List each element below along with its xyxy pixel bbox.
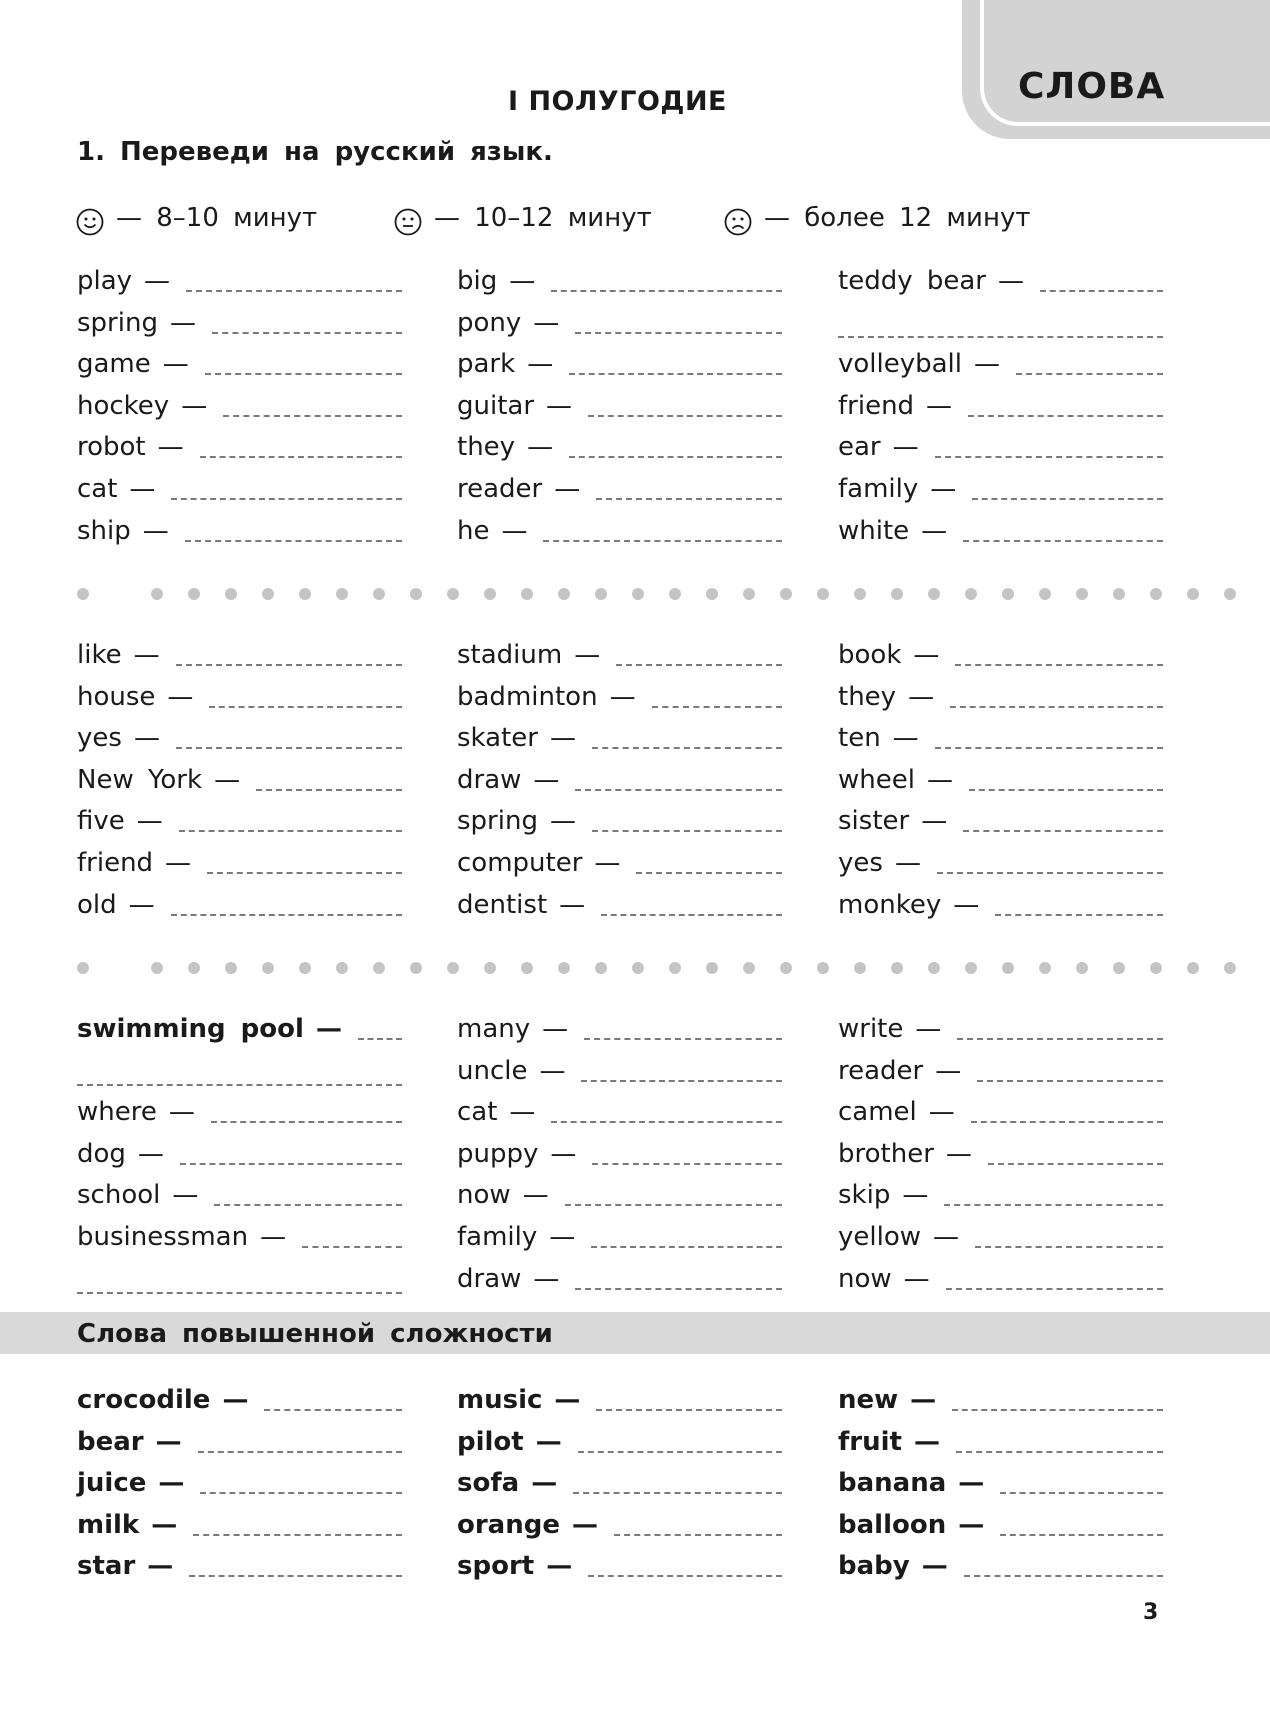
word-dash: — (509, 1097, 536, 1128)
word-term: dog (77, 1138, 126, 1169)
separator-dot (780, 962, 792, 974)
word-term: new (838, 1385, 899, 1415)
word-dash: — (158, 1468, 185, 1499)
word-term: friend (838, 390, 915, 421)
word-dash: — (921, 806, 948, 837)
word-term: star (77, 1551, 136, 1582)
separator-dot (1150, 962, 1162, 974)
word-term: businessman (77, 1222, 249, 1252)
word-term: house (77, 681, 156, 712)
separator-dot (928, 588, 940, 600)
word-dash: — (926, 390, 953, 421)
separator-dot (891, 588, 903, 600)
word-term: baby (838, 1551, 910, 1582)
word-dash: — (958, 1509, 985, 1540)
word-term: sister (838, 806, 910, 837)
word-dash: — (542, 1014, 569, 1044)
separator-dot (1113, 588, 1125, 600)
word-dash: — (549, 806, 576, 837)
separator-dot (595, 588, 607, 600)
word-dash: — (913, 1426, 940, 1457)
separator-dot (225, 962, 237, 974)
word-dash: — (533, 1263, 560, 1294)
word-term: game (77, 349, 151, 380)
word-dash: — (172, 1180, 199, 1211)
word-term: yes (838, 848, 883, 878)
word-dash: — (169, 307, 196, 338)
word-dash: — (928, 1097, 955, 1128)
word-term: cat (457, 1097, 498, 1128)
advanced-section-title: Слова повышенной сложности (77, 1319, 553, 1349)
timing-label-medium: — 10–12 минут (434, 203, 652, 233)
separator-dot (336, 588, 348, 600)
separator-dot (965, 588, 977, 600)
word-dash: — (549, 723, 576, 754)
word-term: volleyball (838, 349, 963, 380)
word-dash: — (260, 1222, 287, 1252)
word-term: music (457, 1385, 543, 1415)
separator-dot (336, 962, 348, 974)
word-dash: — (903, 1263, 930, 1294)
word-term: sport (457, 1551, 535, 1582)
word-term: skater (457, 723, 538, 754)
word-dash: — (151, 1509, 178, 1540)
separator-dot (669, 962, 681, 974)
word-term: banana (838, 1468, 947, 1499)
word-dash: — (133, 640, 160, 670)
word-dash: — (539, 1055, 566, 1086)
word-dash: — (892, 432, 919, 463)
separator-dot (1150, 588, 1162, 600)
word-dash: — (574, 640, 601, 670)
separator-dot (262, 588, 274, 600)
separator-dot (225, 588, 237, 600)
word-dash: — (157, 432, 184, 463)
word-term: badminton (457, 681, 598, 712)
word-dash: — (133, 723, 160, 754)
word-dash: — (915, 1014, 942, 1044)
separator-dot (1187, 588, 1199, 600)
word-term: milk (77, 1509, 140, 1540)
separator-dot (151, 588, 163, 600)
word-term: reader (838, 1055, 924, 1086)
word-term: bear (77, 1426, 144, 1457)
separator-dot (817, 962, 829, 974)
word-term: fruit (838, 1426, 902, 1457)
separator-dot (780, 588, 792, 600)
separator-dot (188, 962, 200, 974)
word-term: computer (457, 848, 583, 878)
word-term: they (838, 681, 897, 712)
word-dash: — (142, 515, 169, 546)
word-dash: — (181, 390, 208, 421)
word-term: white (838, 515, 910, 546)
word-dash: — (997, 266, 1024, 296)
word-term: hockey (77, 390, 170, 421)
separator-dot (262, 962, 274, 974)
word-term: puppy (457, 1138, 539, 1169)
word-dash: — (147, 1551, 174, 1582)
word-term: he (457, 515, 490, 546)
word-dash: — (522, 1180, 549, 1211)
word-term: where (77, 1097, 157, 1128)
timing-label-fast: — 8–10 минут (116, 203, 318, 233)
separator-dot (558, 588, 570, 600)
word-dash: — (128, 889, 155, 920)
word-dash: — (913, 640, 940, 670)
word-dash: — (894, 848, 921, 878)
word-dash: — (902, 1180, 929, 1211)
word-dash: — (168, 1097, 195, 1128)
word-dash: — (935, 1055, 962, 1086)
separator-dot (410, 962, 422, 974)
separator-dot (817, 588, 829, 600)
word-term: family (838, 474, 919, 504)
word-term: sofa (457, 1468, 520, 1499)
separator-dot (1039, 962, 1051, 974)
word-term: draw (457, 764, 522, 795)
word-term: yes (77, 723, 122, 754)
word-dash: — (501, 515, 528, 546)
word-term: stadium (457, 640, 563, 670)
word-term: big (457, 266, 498, 296)
word-term: balloon (838, 1509, 947, 1540)
word-dash: — (908, 681, 935, 712)
word-term: ear (838, 432, 881, 463)
separator-dot (521, 588, 533, 600)
separator-dot (77, 588, 89, 600)
word-dash: — (136, 806, 163, 837)
separator-dot (299, 962, 311, 974)
word-dash: — (533, 307, 560, 338)
word-term: now (838, 1263, 892, 1294)
word-dash: — (535, 1426, 562, 1457)
word-dash: — (550, 1138, 577, 1169)
word-dash: — (155, 1426, 182, 1457)
word-term: spring (77, 307, 158, 338)
word-dash: — (571, 1509, 598, 1540)
separator-dot (373, 962, 385, 974)
word-dash: — (549, 1222, 576, 1252)
separator-dot (1076, 962, 1088, 974)
word-term: skip (838, 1180, 891, 1211)
word-term: orange (457, 1509, 560, 1540)
separator-dot (669, 588, 681, 600)
separator-dot (447, 588, 459, 600)
word-term: dentist (457, 889, 548, 920)
separator-dot (1002, 588, 1014, 600)
word-dash: — (933, 1222, 960, 1252)
separator-dot (595, 962, 607, 974)
word-dash: — (930, 474, 957, 504)
separator-dot (1224, 962, 1236, 974)
word-term: uncle (457, 1055, 528, 1086)
word-dash: — (921, 515, 948, 546)
word-dash: — (554, 474, 581, 504)
word-dash: — (945, 1138, 972, 1169)
separator-dot (891, 962, 903, 974)
word-dash: — (546, 390, 573, 421)
word-dash: — (214, 764, 241, 795)
word-dash: — (958, 1468, 985, 1499)
section-tab-title: СЛОВА (1018, 66, 1166, 107)
word-term: monkey (838, 889, 942, 920)
word-term: brother (838, 1138, 934, 1169)
word-dash: — (554, 1385, 581, 1415)
word-dash: — (892, 723, 919, 754)
word-dash: — (921, 1551, 948, 1582)
word-dash: — (926, 764, 953, 795)
separator-dot (965, 962, 977, 974)
word-dash: — (974, 349, 1001, 380)
task-instruction: 1. Переведи на русский язык. (77, 137, 553, 167)
word-dash: — (167, 681, 194, 712)
word-term: teddy bear (838, 266, 986, 296)
page-title: I ПОЛУГОДИЕ (508, 86, 727, 117)
word-term: friend (77, 848, 154, 878)
word-dash: — (527, 432, 554, 463)
word-term: now (457, 1180, 511, 1211)
word-term: draw (457, 1263, 522, 1294)
separator-dot (854, 588, 866, 600)
word-dash: — (559, 889, 586, 920)
word-term: like (77, 640, 122, 670)
word-term: many (457, 1014, 531, 1044)
word-term: crocodile (77, 1385, 211, 1415)
separator-dot (1187, 962, 1199, 974)
separator-dot (1076, 588, 1088, 600)
word-dash: — (953, 889, 980, 920)
separator-dot (1224, 588, 1236, 600)
separator-dot (373, 588, 385, 600)
word-term: family (457, 1222, 538, 1252)
separator-dot (928, 962, 940, 974)
separator-dot (706, 588, 718, 600)
word-term: park (457, 349, 516, 380)
separator-dot (1039, 588, 1051, 600)
word-term: camel (838, 1097, 917, 1128)
separator-dot (1002, 962, 1014, 974)
word-dash: — (910, 1385, 937, 1415)
word-term: ship (77, 515, 131, 546)
word-term: ten (838, 723, 881, 754)
word-term: write (838, 1014, 904, 1044)
word-term: robot (77, 432, 146, 463)
word-dash: — (144, 266, 171, 296)
page-number: 3 (1143, 1600, 1159, 1625)
word-dash: — (594, 848, 621, 878)
word-term: wheel (838, 764, 915, 795)
separator-dot (447, 962, 459, 974)
word-dash: — (129, 474, 156, 504)
timing-label-slow: — более 12 минут (764, 203, 1031, 233)
separator-dot (1113, 962, 1125, 974)
word-term: yellow (838, 1222, 922, 1252)
separator-dot (299, 588, 311, 600)
separator-dot (854, 962, 866, 974)
word-term: they (457, 432, 516, 463)
word-term: old (77, 889, 117, 920)
separator-dot (484, 588, 496, 600)
word-term: play (77, 266, 133, 296)
word-term: five (77, 806, 125, 837)
word-term: school (77, 1180, 161, 1211)
word-dash: — (315, 1014, 342, 1044)
word-term: juice (77, 1468, 147, 1499)
separator-dot (188, 588, 200, 600)
separator-dot (410, 588, 422, 600)
separator-dot (151, 962, 163, 974)
word-dash: — (531, 1468, 558, 1499)
word-term: pilot (457, 1426, 524, 1457)
word-dash: — (533, 764, 560, 795)
word-dash: — (546, 1551, 573, 1582)
word-dash: — (527, 349, 554, 380)
separator-dot (632, 588, 644, 600)
separator-dot (706, 962, 718, 974)
word-dash: — (509, 266, 536, 296)
word-dash: — (165, 848, 192, 878)
word-dash: — (162, 349, 189, 380)
word-term: cat (77, 474, 118, 504)
separator-dot (521, 962, 533, 974)
word-term: pony (457, 307, 522, 338)
word-dash: — (137, 1138, 164, 1169)
word-dash: — (222, 1385, 249, 1415)
word-term: swimming pool (77, 1014, 304, 1044)
word-dash: — (609, 681, 636, 712)
word-term: book (838, 640, 902, 670)
separator-dot (558, 962, 570, 974)
separator-dot (632, 962, 644, 974)
separator-dot (77, 962, 89, 974)
separator-dot (743, 962, 755, 974)
word-term: guitar (457, 390, 535, 421)
separator-dot (484, 962, 496, 974)
word-term: spring (457, 806, 538, 837)
separator-dot (743, 588, 755, 600)
word-term: reader (457, 474, 543, 504)
word-term: New York (77, 764, 203, 795)
